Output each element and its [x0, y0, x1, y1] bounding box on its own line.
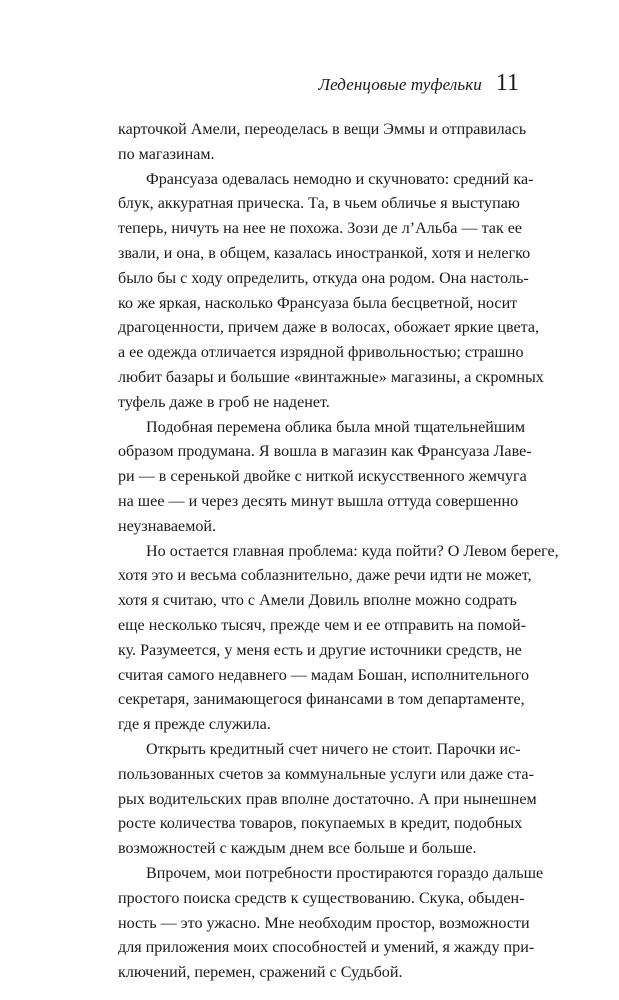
text-line: Впрочем, мои потребности простираются гораздо дальше [146, 864, 544, 882]
text-line: ку. Разумеется, у меня есть и другие источники средств, не [118, 641, 522, 659]
text-line: туфель даже в гроб не наденет. [118, 393, 330, 411]
text-line: хотя это и весьма соблазнительно, даже речи идти не может, [118, 567, 532, 585]
text-line: на шее — и через десять минут вышла оттуда совершенно [118, 492, 519, 510]
text-line: ключений, перемен, сражений с Судьбой. [118, 964, 403, 982]
text-line: а ее одежда отличается изрядной фривольностью; страшно [118, 344, 524, 362]
text-line: образом продумана. Я вошла в магазин как Франсуаза Лаве- [118, 443, 532, 461]
text-line: простого поиска средств к существованию. Скука, обыден- [118, 889, 525, 907]
text-line: считая самого недавнего — мадам Бошан, исполнительного [118, 666, 530, 684]
text-line: ность — это ужасно. Мне необходим простор, возможности [118, 914, 530, 932]
text-line: любит базары и большие «винтажные» магазины, а скромных [118, 368, 544, 386]
text-line: теперь, ничуть на нее не похожа. Зози де л’Альба — так ее [118, 220, 523, 238]
text-line: ри — в серенькой двойке с ниткой искусственного жемчуга [118, 468, 527, 486]
text-line: пользованных счетов за коммунальные услуги или даже ста- [118, 765, 534, 783]
text-line: рых водительских прав вполне достаточно. А при нынешнем [118, 790, 537, 808]
page-number: 11 [495, 70, 519, 96]
text-line: звали, и она, в общем, казалась иностранкой, хотя и нелегко [118, 244, 531, 262]
text-line: для приложения моих способностей и умений, я жажду при- [118, 939, 535, 957]
text-line: ко же яркая, насколько Франсуаза была бесцветной, носит [118, 294, 518, 312]
body-text [118, 118, 559, 986]
text-line: было бы с ходу определить, откуда она родом. Она настоль- [118, 269, 529, 287]
page-header [318, 70, 519, 97]
running-title: Леденцовые туфельки [318, 75, 482, 94]
text-line: драгоценности, причем даже в волосах, обожает яркие цвета, [118, 319, 540, 337]
text-line: Подобная перемена облика была мной тщательнейшим [146, 418, 526, 436]
text-line: блук, аккуратная прическа. Та, в чьем обличье я выступаю [118, 195, 520, 213]
text-line: неузнаваемой. [118, 517, 217, 535]
text-line: хотя я считаю, что с Амели Довиль вполне можно содрать [118, 592, 517, 610]
text-line: росте количества товаров, покупаемых в кредит, подобных [118, 815, 523, 833]
text-line: Франсуаза одевалась немодно и скучновато: средний ка- [146, 170, 534, 188]
text-line: секретаря, занимающегося финансами в том департаменте, [118, 691, 525, 709]
text-line: Но остается главная проблема: куда пойти? О Левом береге, [146, 542, 559, 560]
text-line: где я прежде служила. [118, 716, 271, 734]
text-line: карточкой Амели, переоделась в вещи Эммы и отправилась [118, 121, 527, 138]
text-line: Открыть кредитный счет ничего не стоит. Парочки ис- [146, 740, 521, 758]
text-line: возможностей с каждым днем все больше и больше. [118, 840, 477, 858]
text-line: по магазинам. [118, 145, 215, 163]
text-line: еще несколько тысяч, прежде чем и ее отправить на помой- [118, 616, 527, 634]
